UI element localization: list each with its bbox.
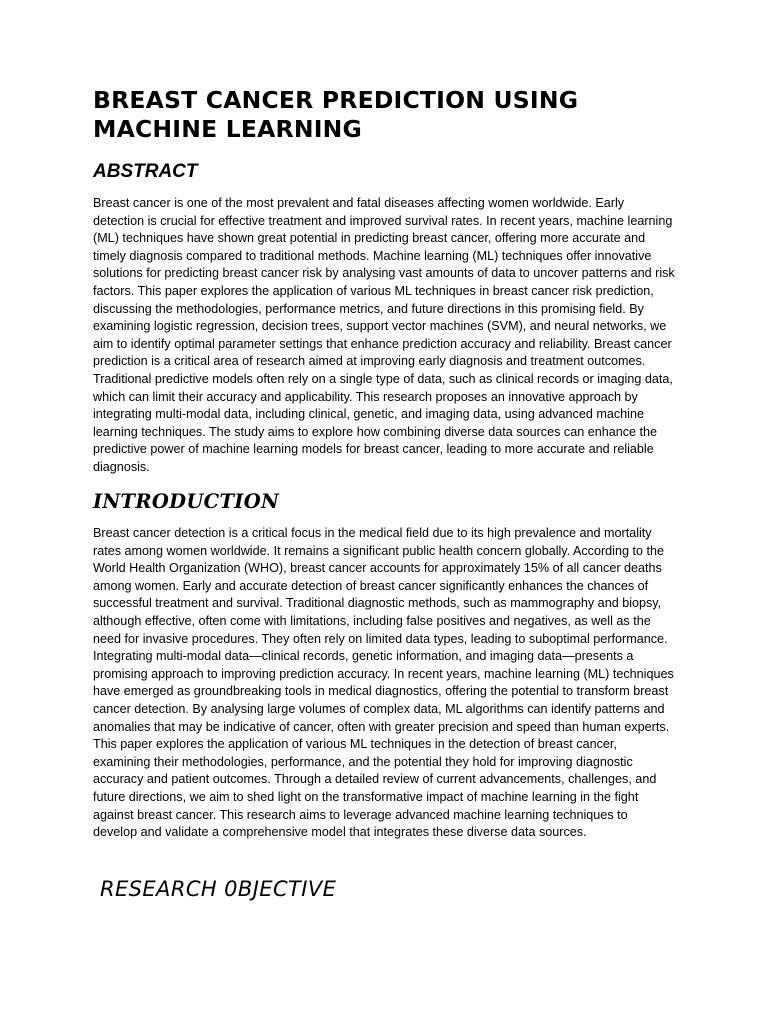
introduction-paragraph: Breast cancer detection is a critical focus in the medical field due to its high prevalence and mortality rates among women worldwide. It remains a significant public health concern globally. According to the World Health Organization (WHO), breast cancer accounts for approximately 15% of all cancer deaths among women. Early and accurate detection of breast cancer significantly enhances the chances of successful treatment and survival. Traditional diagnostic methods, such as mammography and biopsy, although effective, often come with limitations, including false positives and negatives, as well as the need for invasive procedures. They often rely on limited data types, leading to suboptimal performance. Integrating multi-modal data—clinical records, genetic information, and imaging data—presents a promising approach to improving prediction accuracy. In recent years, machine learning (ML) techniques have emerged as groundbreaking tools in medical diagnostics, offering the potential to transform breast cancer detection. By analysing large volumes of complex data, ML algorithms can identify patterns and anomalies that may be indicative of cancer, often with greater precision and speed than human experts. This paper explores the application of various ML techniques in the detection of breast cancer, examining their methodologies, performance, and the potential they hold for improving diagnostic accuracy and patient outcomes. Through a detailed review of current advancements, challenges, and future directions, we aim to shed light on the transformative impact of machine learning in the fight against breast cancer. This research aims to leverage advanced machine learning techniques to develop and validate a comprehensive model that integrates these diverse data sources. bbox=[93, 526, 674, 840]
document-title: BREAST CANCER PREDICTION USING MACHINE LEARNING bbox=[93, 86, 579, 143]
abstract-paragraph: Breast cancer is one of the most prevalent and fatal diseases affecting women worldwide. Early detection is crucial for effective treatment and improved survival rates. In recent years, machine learning (ML) techniques have shown great potential in predicting breast cancer, offering more accurate and timely diagnosis compared to traditional methods. Machine learning (ML) techniques offer innovative solutions for predicting breast cancer risk by analysing vast amounts of data to uncover patterns and risk factors. This paper explores the application of various ML techniques in breast cancer risk prediction, discussing the methodologies, performance metrics, and future directions in this promising field. By examining logistic regression, decision trees, support vector machines (SVM), and neural networks, we aim to identify optimal parameter settings that enhance prediction accuracy and reliability. Breast cancer prediction is a critical area of research aimed at improving early diagnosis and treatment outcomes. Traditional predictive models often rely on a single type of data, such as clinical records or imaging data, which can limit their accuracy and applicability. This research proposes an innovative approach by integrating multi-modal data, including clinical, genetic, and imaging data, using advanced machine learning techniques. The study aims to explore how combining diverse data sources can enhance the predictive power of machine learning models for breast cancer, leading to more accurate and reliable diagnosis. bbox=[93, 196, 675, 474]
research-objective-heading: RESEARCH 0BJECTIVE bbox=[100, 877, 337, 901]
introduction-heading: INTRODUCTION bbox=[93, 490, 280, 513]
abstract-heading: ABSTRACT bbox=[93, 161, 198, 182]
